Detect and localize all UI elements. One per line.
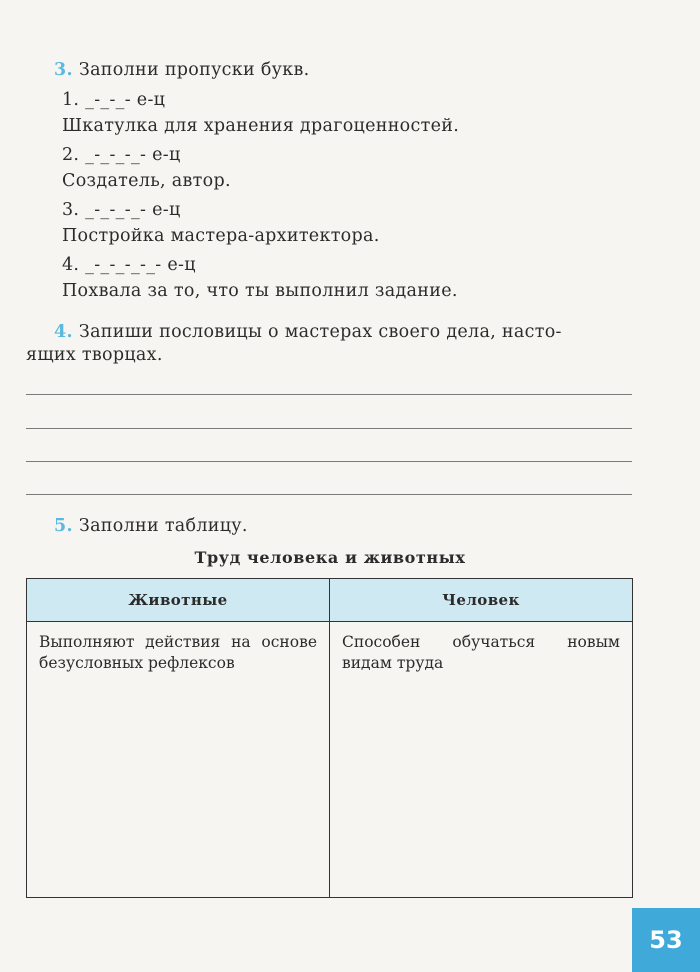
labor-table <box>26 578 633 898</box>
cell-animals[interactable]: Выполняют действия на основе безусловных рефлексов <box>27 622 330 898</box>
answer-line-2[interactable] <box>26 428 632 429</box>
task3-item2-hint: Создатель, автор. <box>62 171 231 191</box>
task3-number: 3. <box>54 60 73 80</box>
task3-item3-hint: Постройка мастера-архитектора. <box>62 226 380 246</box>
task4-heading <box>54 322 562 342</box>
header-animals: Животные <box>27 579 330 622</box>
task3-item1-pattern: 1. _-_-_- е-ц <box>62 90 166 110</box>
task4-title-line1: Запиши пословицы о мастерах своего дела, насто- <box>78 322 562 342</box>
cell-human[interactable]: Способен обучаться новым видам труда <box>330 622 633 898</box>
task5-heading <box>54 516 248 536</box>
answer-line-1[interactable] <box>26 394 632 395</box>
task5-title: Заполни таблицу. <box>78 516 248 536</box>
header-human: Человек <box>330 579 633 622</box>
task4-title-line2: ящих творцах. <box>26 345 163 365</box>
task3-title: Заполни пропуски букв. <box>78 60 310 80</box>
page-number: 53 <box>632 908 700 972</box>
table-title: Труд человека и животных <box>194 548 466 567</box>
task3-item1-hint: Шкатулка для хранения драгоценностей. <box>62 116 460 136</box>
task5-number: 5. <box>54 516 73 536</box>
task3-item2-pattern: 2. _-_-_-_- е-ц <box>62 145 181 165</box>
task3-item4-pattern: 4. _-_-_-_-_- е-ц <box>62 255 196 275</box>
task3-heading <box>54 60 310 80</box>
task4-number: 4. <box>54 322 73 342</box>
answer-line-3[interactable] <box>26 461 632 462</box>
answer-line-4[interactable] <box>26 494 632 495</box>
task3-item4-hint: Похвала за то, что ты выполнил задание. <box>62 281 458 301</box>
task3-item3-pattern: 3. _-_-_-_- е-ц <box>62 200 181 220</box>
